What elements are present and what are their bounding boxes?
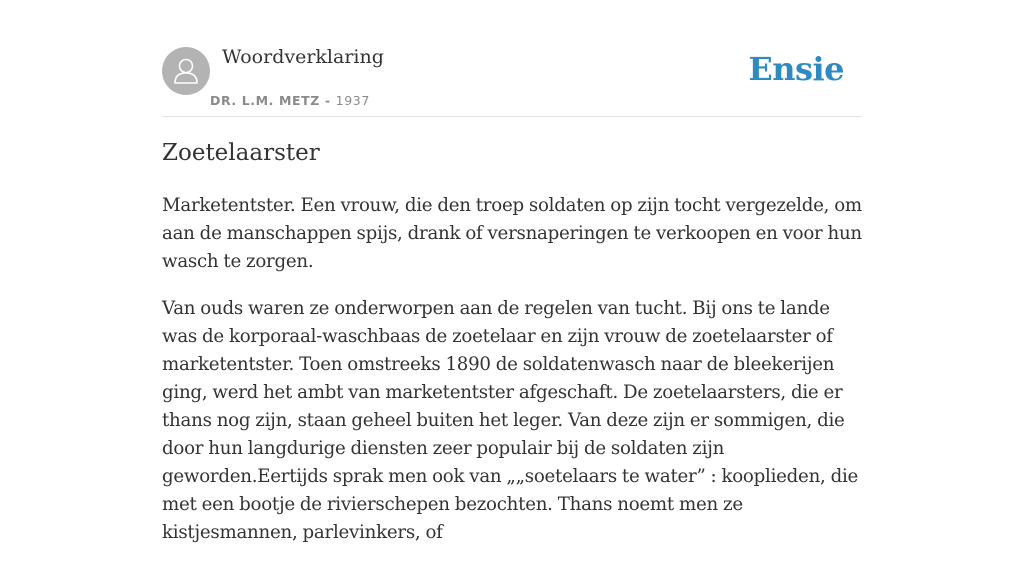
entry-paragraph: Marketentster. Een vrouw, die den troep soldaten op zijn tocht vergezelde, om aan de manschappen spijs, drank of versnaperingen te verkoopen en voor hun wasch te zorgen. (162, 195, 862, 272)
entry-body (162, 192, 862, 566)
page-container (162, 0, 862, 543)
entry-title: Zoetelaarster (162, 140, 320, 166)
source-byline: DR. L.M. METZ - 1937 (210, 93, 370, 108)
entry-header (162, 0, 862, 117)
ensie-logo[interactable]: Ensie (748, 50, 844, 88)
source-year: 1937 (335, 93, 370, 108)
source-name[interactable]: DR. L.M. METZ (210, 93, 320, 108)
author-name[interactable]: Woordverklaring (222, 46, 384, 68)
avatar[interactable] (162, 47, 210, 95)
entry-paragraph: Van ouds waren ze onderworpen aan de regelen van tucht. Bij ons te lande was de korporaal-waschbaas de zoetelaar en zijn vrouw de zoetelaarster of marketentster. Toen omstreeks 1890 de soldatenwasch naar de bleekerijen ging, werd het ambt van marketentster afgeschaft. De zoetelaarsters, die er thans nog zijn, staan geheel buiten het leger. Van deze zijn er sommigen, die door hun langdurige diensten zeer populair bij de soldaten zijn geworden.Eertijds sprak men ook van „„soetelaars te water” : kooplieden, die met een bootje de rivierschepen bezochten. Thans noemt men ze kistjesmannen, parlevinkers, of (162, 298, 859, 543)
user-silhouette-icon (162, 47, 210, 95)
